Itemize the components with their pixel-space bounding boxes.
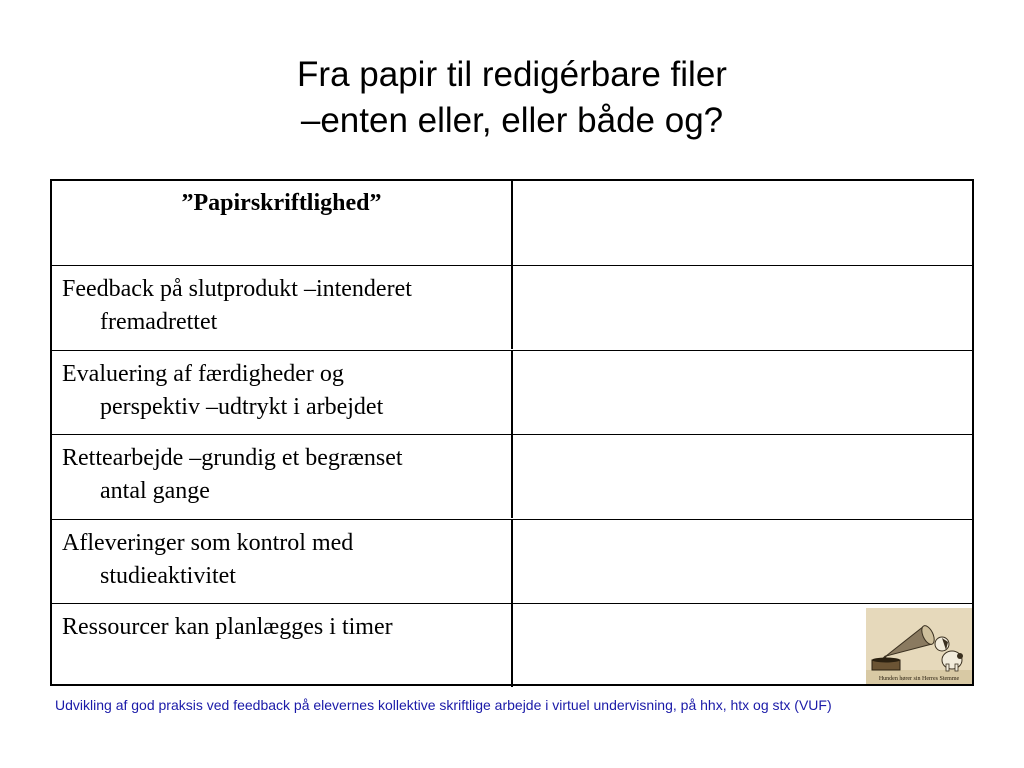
title-line-1: Fra papir til redigérbare filer <box>297 55 727 94</box>
table-cell-left <box>52 266 513 349</box>
table-header-left: ”Papirskriftlighed” <box>52 181 513 265</box>
table-cell-right <box>513 351 972 434</box>
table-cell-left <box>52 351 513 434</box>
image-caption: Hunden hører sin Herres Stemme <box>878 676 960 682</box>
table-row <box>52 603 972 687</box>
row-text-line-2: perspektiv –udtrykt i arbejdet <box>100 394 384 420</box>
table-cell-left <box>52 435 513 518</box>
table-cell-left <box>52 520 513 603</box>
row-text-line-1: Rettearbejde –grundig et begrænset <box>62 445 403 471</box>
footer-text: Udvikling af god praksis ved feedback på elevernes kollektive skriftlige arbejde i virtuel undervisning, på hhx, htx og stx (VUF) <box>55 697 832 713</box>
table-header-right <box>513 181 972 265</box>
comparison-table <box>50 179 974 686</box>
table-cell-right <box>513 435 972 518</box>
row-text-line-2: antal gange <box>100 478 210 504</box>
table-header-row <box>52 181 972 265</box>
table-row <box>52 350 972 434</box>
table-cell-right <box>513 266 972 349</box>
row-text-line-1: Ressourcer kan planlægges i timer <box>62 614 393 640</box>
gramophone-dog-image <box>866 608 972 684</box>
row-text-line-1: Evaluering af færdigheder og <box>62 361 344 387</box>
table-row <box>52 434 972 518</box>
table-row <box>52 519 972 603</box>
table-cell-right <box>513 520 972 603</box>
row-text-line-2: studieaktivitet <box>100 563 236 589</box>
row-text-line-1: Afleveringer som kontrol med <box>62 530 354 556</box>
row-text-line-1: Feedback på slutprodukt –intenderet <box>62 276 412 302</box>
table-cell-left <box>52 604 513 687</box>
slide-title <box>0 52 1024 144</box>
gramophone-dog-illustration <box>866 608 972 684</box>
row-text-line-2: fremadrettet <box>100 309 218 335</box>
title-line-2: –enten eller, eller både og? <box>300 101 724 140</box>
table-row <box>52 265 972 349</box>
